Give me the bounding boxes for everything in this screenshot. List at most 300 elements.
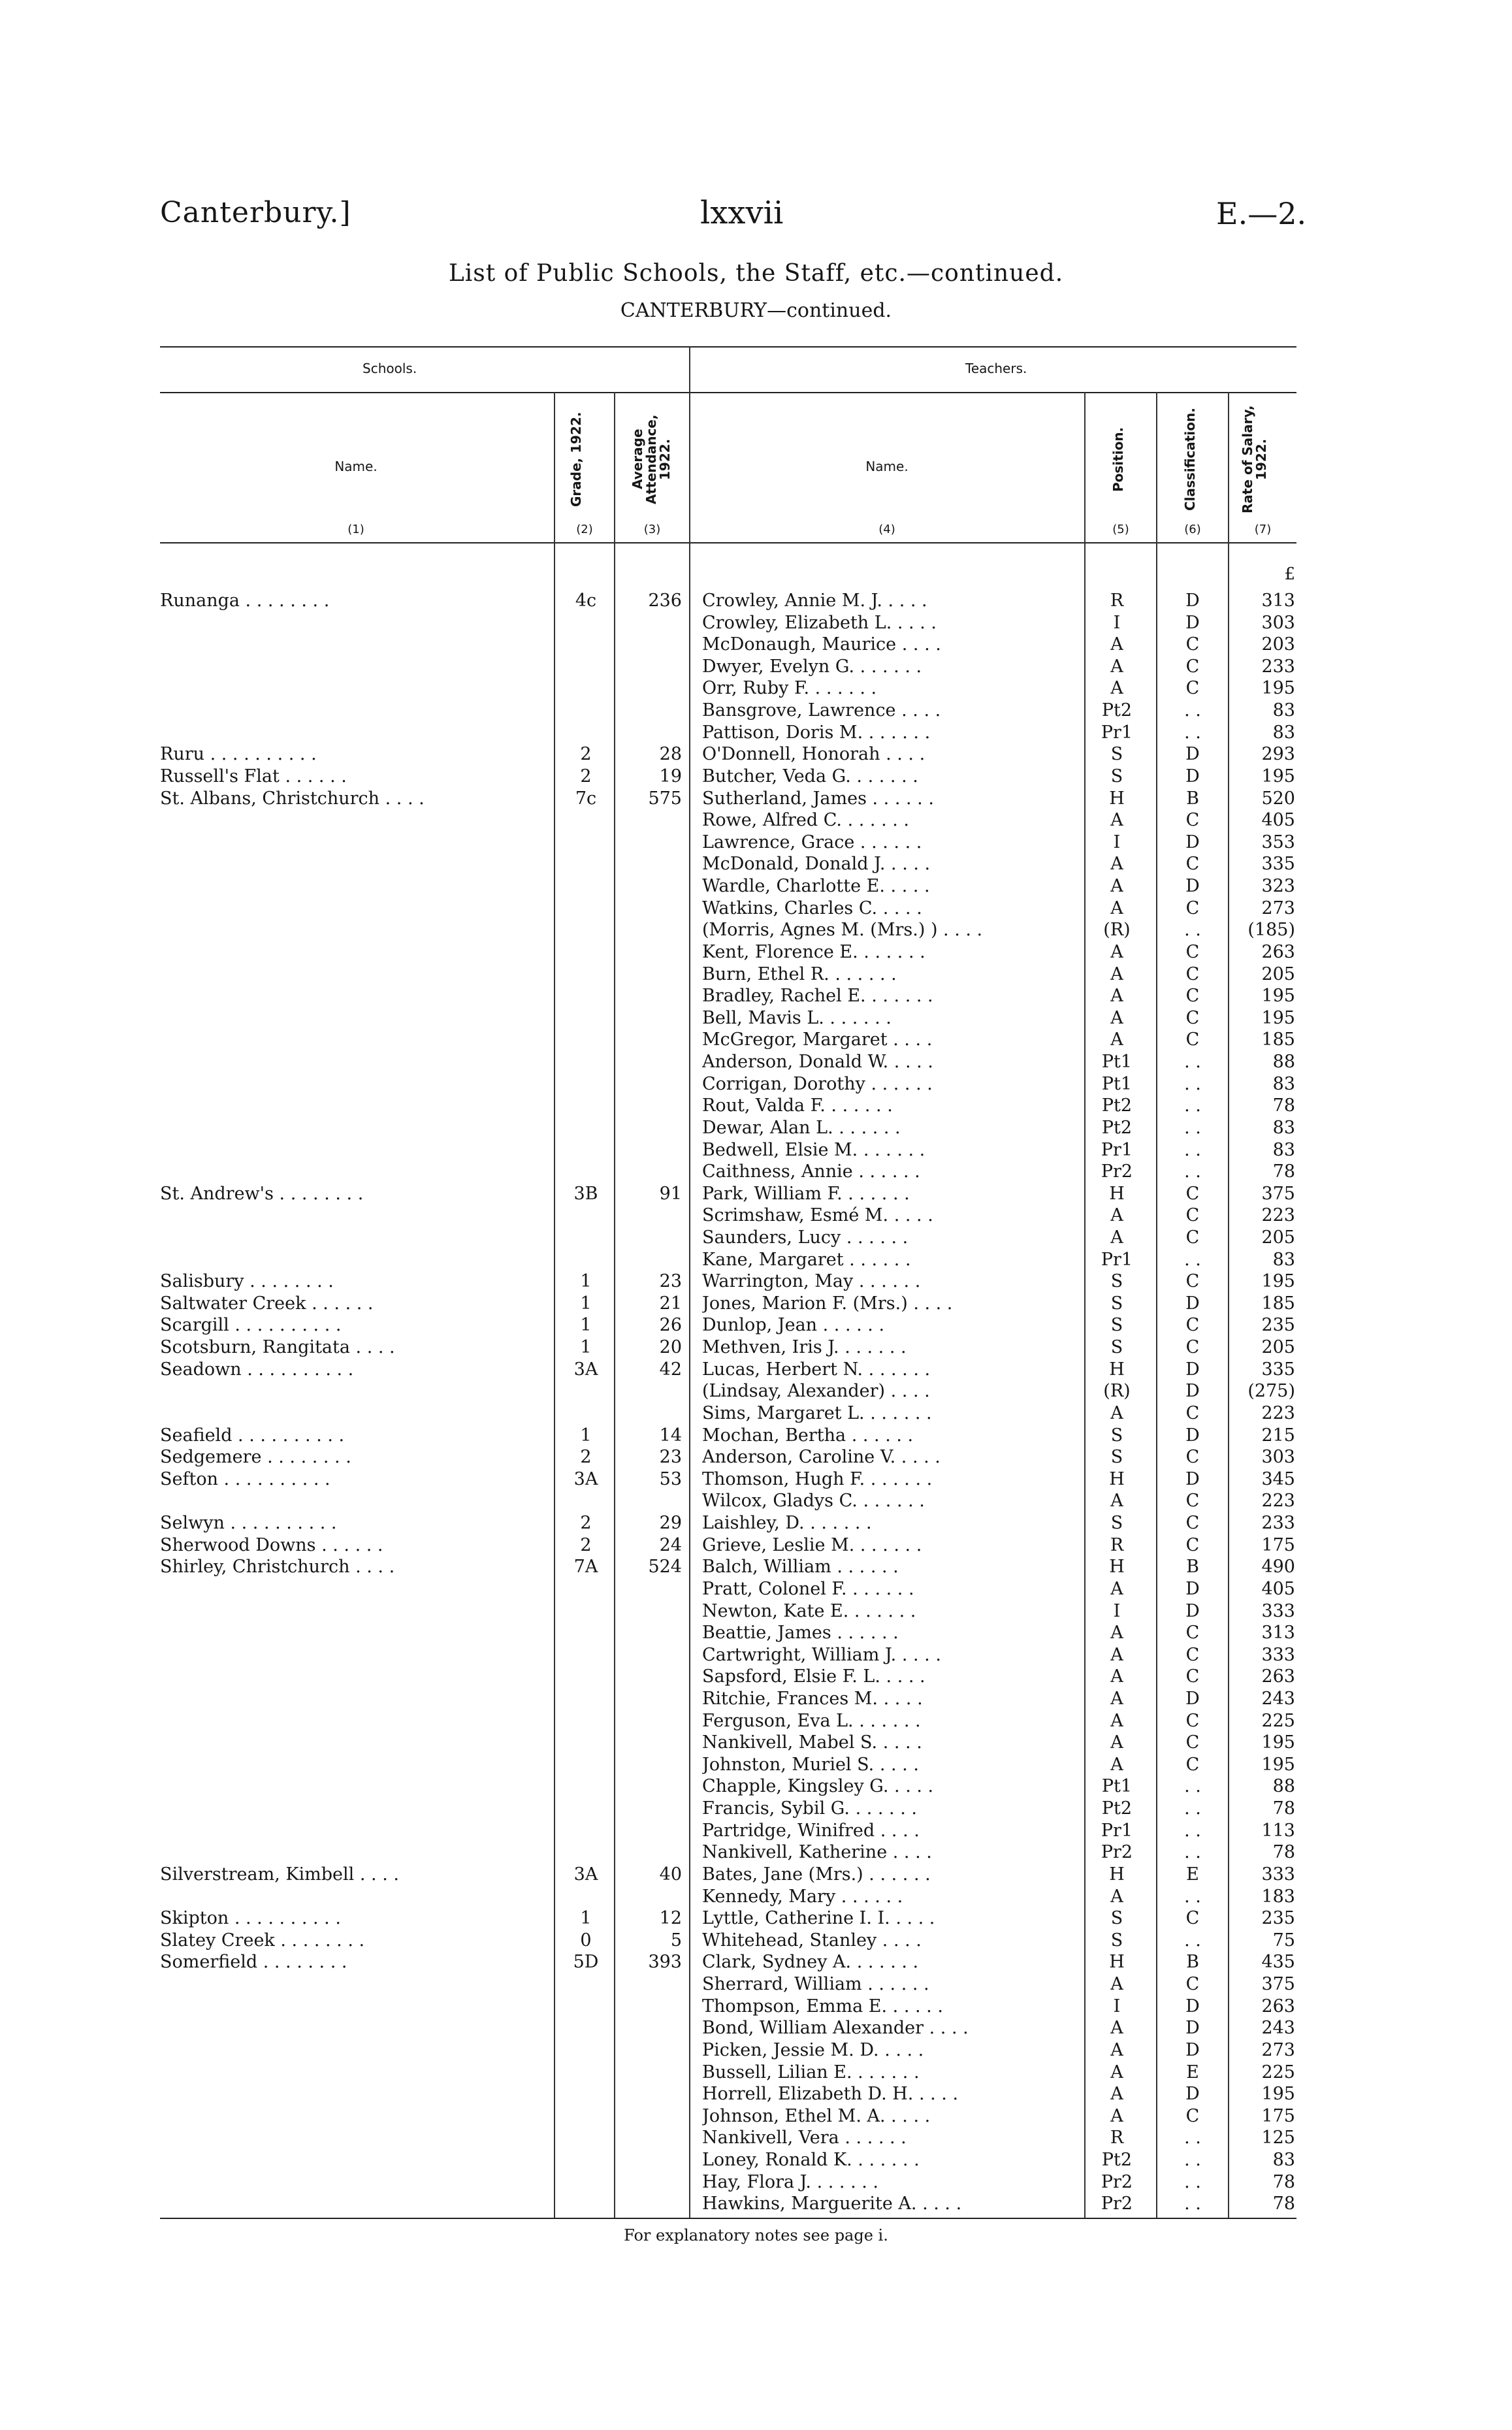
- teacher-name: Anderson, Caroline V. . . . .: [702, 1447, 941, 1468]
- attendance-header: Average Attendance, 1922.: [630, 414, 673, 504]
- classification-cell: C: [1185, 1491, 1200, 1512]
- position-cell: R: [1110, 2128, 1124, 2148]
- rule-top: [160, 346, 1296, 348]
- position-cell: S: [1110, 744, 1123, 765]
- classification-cell: C: [1185, 810, 1200, 831]
- position-cell: H: [1109, 1359, 1125, 1380]
- teacher-name: Wilcox, Gladys C. . . . . . .: [702, 1491, 925, 1512]
- table-row: [0, 2149, 1512, 2171]
- salary-cell: 375: [1261, 1183, 1295, 1204]
- teacher-name: Caithness, Annie . . . . . .: [702, 1161, 920, 1182]
- teacher-name: Sherrard, William . . . . . .: [702, 1974, 929, 1995]
- classification-cell: C: [1185, 656, 1200, 677]
- attendance-cell: 24: [659, 1534, 682, 1555]
- classification-cell: D: [1185, 1293, 1200, 1314]
- school-name: Scotsburn, Rangitata . . . .: [160, 1337, 395, 1358]
- teachers-group-header: Teachers.: [965, 361, 1027, 376]
- table-row: [0, 1996, 1512, 2018]
- position-cell: (R): [1103, 1381, 1131, 1402]
- column-number: (2): [576, 523, 593, 536]
- position-cell: A: [1110, 2039, 1123, 2060]
- teacher-name: Balch, William . . . . . .: [702, 1557, 899, 1578]
- classification-cell: C: [1185, 1183, 1200, 1204]
- teacher-name: Chapple, Kingsley G. . . . .: [702, 1776, 934, 1797]
- grade-cell: 2: [580, 1513, 592, 1534]
- position-cell: H: [1109, 1557, 1125, 1578]
- salary-cell: 83: [1272, 1139, 1295, 1160]
- grade-cell: 3A: [573, 1359, 598, 1380]
- salary-cell: 345: [1261, 1468, 1295, 1489]
- column-number: (5): [1112, 523, 1129, 536]
- position-cell: H: [1109, 1183, 1125, 1204]
- teacher-name: Crowley, Annie M. J. . . . .: [702, 591, 927, 611]
- grade-cell: 2: [580, 744, 592, 765]
- table-row: [0, 1183, 1512, 1205]
- table-row: [0, 1820, 1512, 1842]
- position-cell: A: [1110, 1666, 1123, 1687]
- teacher-name: Cartwright, William J. . . . .: [702, 1644, 941, 1665]
- schools-group-header: Schools.: [362, 361, 417, 376]
- salary-cell: 185: [1261, 1029, 1295, 1050]
- salary-cell: 203: [1261, 634, 1295, 655]
- grade-cell: 1: [580, 1293, 592, 1314]
- teacher-name: Orr, Ruby F. . . . . . .: [702, 678, 877, 699]
- table-row: [0, 1073, 1512, 1095]
- position-cell: H: [1109, 1864, 1125, 1885]
- position-cell: Pt1: [1101, 1052, 1133, 1073]
- classification-cell: D: [1185, 2039, 1200, 2060]
- position-cell: Pr2: [1101, 2194, 1133, 2214]
- school-name: Slatey Creek . . . . . . . .: [160, 1930, 365, 1951]
- position-cell: H: [1109, 788, 1125, 809]
- salary-cell: 323: [1261, 876, 1295, 897]
- salary-cell: 83: [1272, 700, 1295, 721]
- classification-cell: B: [1186, 1557, 1199, 1578]
- classification-cell: . .: [1184, 1073, 1201, 1094]
- table-row: [0, 1029, 1512, 1051]
- position-cell: Pr1: [1101, 1139, 1133, 1160]
- classification-cell: D: [1185, 1425, 1200, 1446]
- table-row: [0, 1380, 1512, 1402]
- position-cell: A: [1110, 964, 1123, 984]
- position-cell: A: [1110, 1886, 1123, 1907]
- teacher-name: Johnston, Muriel S. . . . .: [702, 1754, 919, 1775]
- classification-cell: . .: [1184, 1161, 1201, 1182]
- position-cell: A: [1110, 1623, 1123, 1644]
- salary-cell: 83: [1272, 2150, 1295, 2171]
- salary-cell: 303: [1261, 612, 1295, 633]
- salary-cell: 333: [1261, 1644, 1295, 1665]
- salary-cell: 205: [1261, 964, 1295, 984]
- attendance-cell: 29: [659, 1513, 682, 1534]
- table-row: [0, 964, 1512, 986]
- position-cell: A: [1110, 1029, 1123, 1050]
- teacher-name: Newton, Kate E. . . . . . .: [702, 1600, 916, 1621]
- teacher-name: Dwyer, Evelyn G. . . . . . .: [702, 656, 922, 677]
- grade-cell: 2: [580, 1447, 592, 1468]
- classification-cell: D: [1185, 766, 1200, 786]
- salary-cell: 243: [1261, 2018, 1295, 2039]
- table-row: [0, 1930, 1512, 1952]
- table-row: [0, 722, 1512, 744]
- position-cell: A: [1110, 1578, 1123, 1599]
- position-cell: A: [1110, 634, 1123, 655]
- table-row: [0, 2017, 1512, 2039]
- column-number: (1): [347, 523, 364, 536]
- position-cell: A: [1110, 1007, 1123, 1028]
- classification-cell: C: [1185, 1029, 1200, 1050]
- table-row: [0, 1425, 1512, 1447]
- salary-cell: 185: [1261, 1293, 1295, 1314]
- table-row: [0, 1710, 1512, 1732]
- position-cell: A: [1110, 1754, 1123, 1775]
- teacher-name: (Morris, Agnes M. (Mrs.) ) . . . .: [702, 920, 983, 941]
- table-row: [0, 853, 1512, 875]
- position-cell: A: [1110, 810, 1123, 831]
- classification-cell: B: [1186, 1952, 1199, 1973]
- attendance-cell: 5: [670, 1930, 682, 1951]
- school-name: Shirley, Christchurch . . . .: [160, 1557, 395, 1578]
- classification-cell: C: [1185, 1534, 1200, 1555]
- classification-cell: . .: [1184, 2150, 1201, 2171]
- table-row: [0, 1468, 1512, 1491]
- table-row: [0, 1886, 1512, 1908]
- grade-cell: 4c: [575, 591, 597, 611]
- page-subtitle: CANTERBURY—continued.: [620, 299, 892, 322]
- attendance-cell: 26: [659, 1315, 682, 1336]
- classification-cell: C: [1185, 1710, 1200, 1731]
- teacher-name: Nankivell, Mabel S. . . . .: [702, 1732, 922, 1753]
- position-cell: Pr2: [1101, 1161, 1133, 1182]
- attendance-cell: 53: [659, 1468, 682, 1489]
- table-row: [0, 1402, 1512, 1425]
- classification-cell: . .: [1184, 1842, 1201, 1863]
- table-row: [0, 919, 1512, 941]
- table-row: [0, 985, 1512, 1007]
- classification-cell: C: [1185, 964, 1200, 984]
- table-row: [0, 590, 1512, 612]
- position-cell: Pr2: [1101, 2171, 1133, 2192]
- attendance-cell: 28: [659, 744, 682, 765]
- teacher-name: Wardle, Charlotte E. . . . .: [702, 876, 930, 897]
- salary-cell: 88: [1272, 1776, 1295, 1797]
- teacher-name: Clark, Sydney A. . . . . . .: [702, 1952, 919, 1973]
- position-cell: Pt2: [1101, 1117, 1133, 1138]
- teacher-name: Sims, Margaret L. . . . . . .: [702, 1402, 932, 1423]
- grade-cell: 2: [580, 766, 592, 786]
- salary-cell: 195: [1261, 1271, 1295, 1292]
- table-row: [0, 1271, 1512, 1293]
- school-name: Selwyn . . . . . . . . . .: [160, 1513, 337, 1534]
- teacher-name: Park, William F. . . . . . .: [702, 1183, 910, 1204]
- salary-cell: 83: [1272, 722, 1295, 743]
- school-name: Saltwater Creek . . . . . .: [160, 1293, 374, 1314]
- classification-cell: C: [1185, 898, 1200, 918]
- teacher-name: Loney, Ronald K. . . . . . .: [702, 2150, 920, 2171]
- grade-cell: 1: [580, 1337, 592, 1358]
- salary-cell: (185): [1247, 920, 1295, 941]
- classification-cell: . .: [1184, 1820, 1201, 1841]
- classification-cell: D: [1185, 2018, 1200, 2039]
- grade-cell: 2: [580, 1534, 592, 1555]
- classification-cell: B: [1186, 788, 1199, 809]
- teacher-name: Mochan, Bertha . . . . . .: [702, 1425, 914, 1446]
- table-row: [0, 1907, 1512, 1930]
- position-cell: S: [1110, 1908, 1123, 1929]
- position-cell: A: [1110, 656, 1123, 677]
- grade-cell: 1: [580, 1271, 592, 1292]
- classification-cell: D: [1185, 1996, 1200, 2017]
- attendance-cell: 42: [659, 1359, 682, 1380]
- classification-cell: C: [1185, 634, 1200, 655]
- classification-cell: C: [1185, 2105, 1200, 2126]
- classification-cell: E: [1186, 1864, 1199, 1885]
- table-row: [0, 2039, 1512, 2062]
- school-name: Russell's Flat . . . . . .: [160, 766, 347, 786]
- table-row: [0, 1512, 1512, 1534]
- table-row: [0, 1556, 1512, 1578]
- salary-cell: 263: [1261, 1666, 1295, 1687]
- school-name: Sherwood Downs . . . . . .: [160, 1534, 383, 1555]
- table-row: [0, 788, 1512, 810]
- attendance-cell: 40: [659, 1864, 682, 1885]
- salary-cell: 243: [1261, 1689, 1295, 1709]
- table-row: [0, 1051, 1512, 1073]
- salary-cell: 333: [1261, 1600, 1295, 1621]
- school-name: Seadown . . . . . . . . . .: [160, 1359, 354, 1380]
- salary-cell: 175: [1261, 2105, 1295, 2126]
- teacher-name: McDonaugh, Maurice . . . .: [702, 634, 941, 655]
- grade-cell: 3A: [573, 1864, 598, 1885]
- salary-cell: 375: [1261, 1974, 1295, 1995]
- position-cell: A: [1110, 2084, 1123, 2105]
- currency-symbol: £: [1284, 564, 1295, 584]
- grade-header: Grade, 1922.: [568, 412, 584, 507]
- position-cell: R: [1110, 1534, 1124, 1555]
- salary-cell: 313: [1261, 1623, 1295, 1644]
- position-cell: A: [1110, 854, 1123, 875]
- salary-cell: 333: [1261, 1864, 1295, 1885]
- position-cell: A: [1110, 1732, 1123, 1753]
- teacher-name-header: Name.: [865, 459, 909, 474]
- column-number: (3): [643, 523, 661, 536]
- position-cell: A: [1110, 898, 1123, 918]
- table-row: [0, 2083, 1512, 2105]
- table-row: [0, 1644, 1512, 1666]
- salary-cell: 293: [1261, 744, 1295, 765]
- position-cell: S: [1110, 766, 1123, 786]
- table-row: [0, 1139, 1512, 1161]
- teacher-name: Thomson, Hugh F. . . . . . .: [702, 1468, 933, 1489]
- salary-cell: 405: [1261, 1578, 1295, 1599]
- position-cell: A: [1110, 1205, 1123, 1226]
- position-cell: S: [1110, 1293, 1123, 1314]
- teacher-name: Rowe, Alfred C. . . . . . .: [702, 810, 909, 831]
- classification-cell: C: [1185, 1402, 1200, 1423]
- position-cell: I: [1113, 832, 1121, 852]
- teacher-name: Dewar, Alan L. . . . . . .: [702, 1117, 901, 1138]
- salary-cell: 235: [1261, 1315, 1295, 1336]
- teacher-name: Kane, Margaret . . . . . .: [702, 1249, 911, 1270]
- classification-cell: . .: [1184, 2194, 1201, 2214]
- position-cell: Pr1: [1101, 1820, 1133, 1841]
- grade-cell: 7c: [575, 788, 597, 809]
- classification-cell: C: [1185, 1513, 1200, 1534]
- classification-cell: C: [1185, 1644, 1200, 1665]
- teacher-name: Grieve, Leslie M. . . . . . .: [702, 1534, 922, 1555]
- classification-cell: . .: [1184, 2128, 1201, 2148]
- grade-cell: 5D: [573, 1952, 599, 1973]
- table-row: [0, 1841, 1512, 1864]
- salary-cell: 83: [1272, 1073, 1295, 1094]
- salary-cell: 273: [1261, 2039, 1295, 2060]
- classification-cell: D: [1185, 1381, 1200, 1402]
- table-row: [0, 941, 1512, 964]
- salary-cell: 520: [1261, 788, 1295, 809]
- classification-cell: C: [1185, 941, 1200, 962]
- salary-cell: 490: [1261, 1557, 1295, 1578]
- classification-cell: . .: [1184, 722, 1201, 743]
- position-cell: A: [1110, 941, 1123, 962]
- position-cell: S: [1110, 1513, 1123, 1534]
- table-row: [0, 2171, 1512, 2194]
- attendance-cell: 23: [659, 1271, 682, 1292]
- attendance-cell: 236: [648, 591, 682, 611]
- teacher-name: Bond, William Alexander . . . .: [702, 2018, 969, 2039]
- position-cell: S: [1110, 1315, 1123, 1336]
- table-row: [0, 1534, 1512, 1557]
- attendance-cell: 19: [659, 766, 682, 786]
- classification-cell: C: [1185, 1205, 1200, 1226]
- salary-cell: 78: [1272, 2194, 1295, 2214]
- school-name: St. Albans, Christchurch . . . .: [160, 788, 425, 809]
- position-cell: A: [1110, 1491, 1123, 1512]
- classification-cell: . .: [1184, 920, 1201, 941]
- attendance-cell: 524: [648, 1557, 682, 1578]
- table-row: [0, 1359, 1512, 1381]
- teacher-name: Pattison, Doris M. . . . . . .: [702, 722, 931, 743]
- classification-cell: C: [1185, 1315, 1200, 1336]
- position-cell: Pr1: [1101, 722, 1133, 743]
- school-name: Somerfield . . . . . . . .: [160, 1952, 347, 1973]
- salary-cell: 353: [1261, 832, 1295, 852]
- position-cell: Pt2: [1101, 1095, 1133, 1116]
- classification-cell: D: [1185, 832, 1200, 852]
- grade-cell: 3B: [573, 1183, 598, 1204]
- school-name: Seafield . . . . . . . . . .: [160, 1425, 345, 1446]
- table-row: [0, 1864, 1512, 1886]
- classification-cell: . .: [1184, 1052, 1201, 1073]
- salary-cell: 263: [1261, 941, 1295, 962]
- classification-cell: C: [1185, 1271, 1200, 1292]
- salary-cell: 223: [1261, 1205, 1295, 1226]
- footer-note: For explanatory notes see page i.: [624, 2226, 888, 2244]
- classification-cell: . .: [1184, 1117, 1201, 1138]
- table-row: [0, 1798, 1512, 1820]
- table-row: [0, 875, 1512, 898]
- salary-cell: 78: [1272, 1798, 1295, 1819]
- position-cell: A: [1110, 1644, 1123, 1665]
- teacher-name: Nankivell, Katherine . . . .: [702, 1842, 932, 1863]
- school-name: Sedgemere . . . . . . . .: [160, 1447, 351, 1468]
- teacher-name: Rout, Valda F. . . . . . .: [702, 1095, 893, 1116]
- grade-cell: 1: [580, 1908, 592, 1929]
- table-row: [0, 1775, 1512, 1798]
- grade-cell: 1: [580, 1425, 592, 1446]
- table-row: [0, 1161, 1512, 1183]
- classification-cell: . .: [1184, 1095, 1201, 1116]
- position-cell: A: [1110, 986, 1123, 1007]
- teacher-name: Francis, Sybil G. . . . . . .: [702, 1798, 917, 1819]
- teacher-name: Watkins, Charles C. . . . .: [702, 898, 922, 918]
- position-cell: S: [1110, 1425, 1123, 1446]
- teacher-name: Laishley, D. . . . . . .: [702, 1513, 872, 1534]
- position-cell: Pt2: [1101, 700, 1133, 721]
- classification-cell: . .: [1184, 1776, 1201, 1797]
- teacher-name: Sutherland, James . . . . . .: [702, 788, 934, 809]
- classification-cell: C: [1185, 854, 1200, 875]
- classification-header: Classification.: [1182, 408, 1198, 511]
- table-row: [0, 700, 1512, 722]
- page-title: List of Public Schools, the Staff, etc.—continued.: [448, 260, 1064, 287]
- teacher-name: Lawrence, Grace . . . . . .: [702, 832, 922, 852]
- salary-header: Rate of Salary, 1922.: [1240, 405, 1269, 513]
- position-cell: A: [1110, 2105, 1123, 2126]
- salary-cell: 223: [1261, 1402, 1295, 1423]
- table-row: [0, 2127, 1512, 2149]
- table-row: [0, 1249, 1512, 1271]
- table-row: [0, 743, 1512, 766]
- salary-cell: 88: [1272, 1052, 1295, 1073]
- table-row: [0, 1666, 1512, 1688]
- teacher-name: Thompson, Emma E. . . . . .: [702, 1996, 943, 2017]
- salary-cell: 125: [1261, 2128, 1295, 2148]
- teacher-name: Johnson, Ethel M. A. . . . .: [702, 2105, 931, 2126]
- school-name: Salisbury . . . . . . . .: [160, 1271, 334, 1292]
- position-cell: A: [1110, 1227, 1123, 1248]
- table-row: [0, 634, 1512, 656]
- classification-cell: E: [1186, 2062, 1199, 2082]
- table-row: [0, 1973, 1512, 1996]
- position-cell: A: [1110, 2062, 1123, 2082]
- attendance-cell: 393: [648, 1952, 682, 1973]
- grade-cell: 3A: [573, 1468, 598, 1489]
- position-cell: A: [1110, 1710, 1123, 1731]
- table-row: [0, 898, 1512, 920]
- teacher-name: McGregor, Margaret . . . .: [702, 1029, 933, 1050]
- teacher-name: Butcher, Veda G. . . . . . .: [702, 766, 918, 786]
- classification-cell: C: [1185, 1447, 1200, 1468]
- teacher-name: Horrell, Elizabeth D. H. . . . .: [702, 2084, 959, 2105]
- salary-cell: 195: [1261, 2084, 1295, 2105]
- teacher-name: Nankivell, Vera . . . . . .: [702, 2128, 907, 2148]
- salary-cell: 215: [1261, 1425, 1295, 1446]
- attendance-cell: 575: [648, 788, 682, 809]
- teacher-name: Jones, Marion F. (Mrs.) . . . .: [702, 1293, 953, 1314]
- table-row: [0, 1490, 1512, 1512]
- salary-cell: 78: [1272, 2171, 1295, 2192]
- school-name-header: Name.: [334, 459, 378, 474]
- salary-cell: 78: [1272, 1842, 1295, 1863]
- salary-cell: 195: [1261, 1754, 1295, 1775]
- table-row: [0, 1622, 1512, 1644]
- classification-cell: . .: [1184, 1798, 1201, 1819]
- table-row: [0, 612, 1512, 634]
- salary-cell: 335: [1261, 854, 1295, 875]
- position-cell: A: [1110, 1689, 1123, 1709]
- rule-group: [160, 392, 1296, 393]
- salary-cell: 175: [1261, 1534, 1295, 1555]
